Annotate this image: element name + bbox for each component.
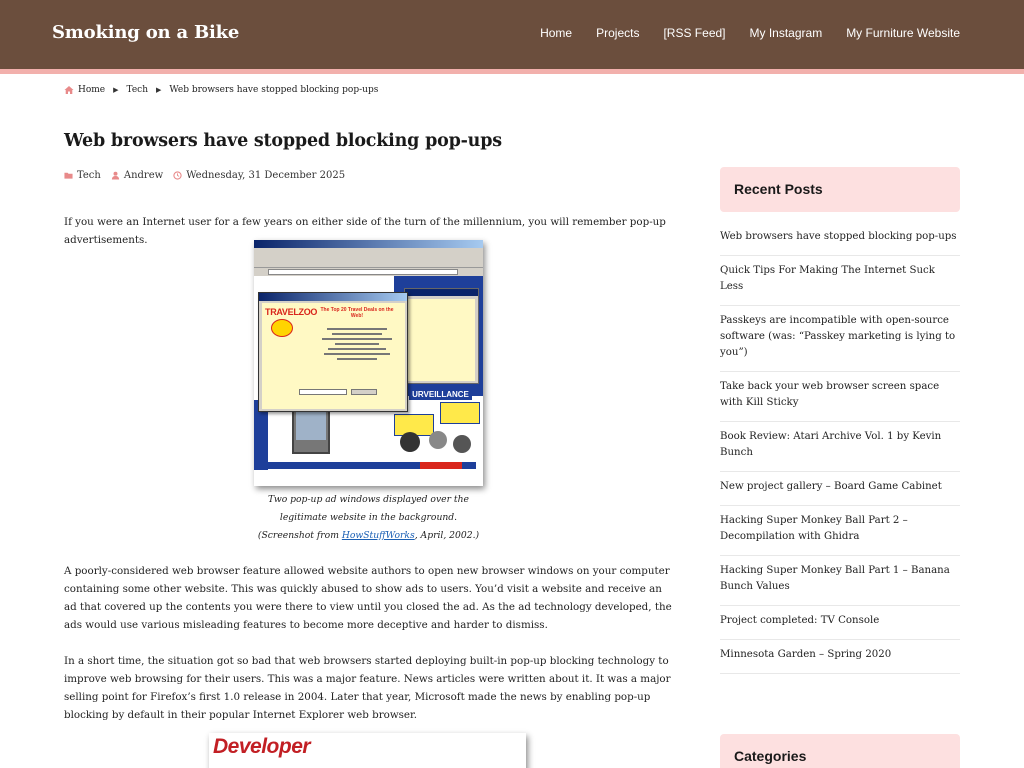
- meta-date: [173, 170, 345, 181]
- caption-end: , April, 2002.): [414, 530, 480, 541]
- caption-link[interactable]: HowStuffWorks: [341, 530, 415, 541]
- article-paragraph-2: A poorly-considered web browser feature allowed website authors to open new browser windows on your computer containing some other website. This was quickly abused to show ads to users. You’d visit a website and receive an ad that covered up the contents you were there to view until you closed the ad. As the ad technology developed, the ads would use various misleading features to become more deceptive and harder to dismiss.: [64, 565, 672, 631]
- recent-posts-list: [720, 222, 960, 674]
- main-nav: [516, 26, 960, 40]
- recent-post-item[interactable]: Passkeys are incompatible with open-source software (was: “Passkey marketing is lying to you”): [720, 306, 960, 372]
- breadcrumb-tech[interactable]: Tech: [126, 85, 148, 95]
- secret-badge: [440, 402, 480, 424]
- breadcrumb-current: Web browsers have stopped blocking pop-ups: [169, 85, 379, 95]
- article-meta: [64, 170, 355, 181]
- meta-author: [111, 170, 163, 181]
- breadcrumb-home[interactable]: Home: [78, 85, 106, 95]
- caption-text: Two pop-up ad windows displayed over the legitimate website in the background. (Screenshot from: [257, 494, 469, 541]
- popup-window-1: [258, 292, 408, 412]
- article-title: Web browsers have stopped blocking pop-ups: [64, 131, 502, 151]
- travelzoo-mascot-icon: [271, 319, 293, 337]
- browser-titlebar: [254, 240, 483, 248]
- popup-text-lines: [315, 325, 399, 363]
- recent-post-item[interactable]: Minnesota Garden – Spring 2020: [720, 640, 960, 674]
- meta-category: [64, 170, 101, 181]
- popup-email-row: [279, 389, 379, 395]
- clock-icon: [173, 171, 182, 180]
- article-paragraph-3: In a short time, the situation got so bad that web browsers started deploying built-in pop-up blocking technology to improve web browsing for their users. This was a major feature. News articles were written about it. It was a major selling point for Firefox’s first 1.0 release in 2004. Later that year, Microsoft made the news by enabling pop-up blocking by default in their popular Internet Explorer web browser.: [64, 655, 671, 721]
- breadcrumb-separator-icon: ▶: [156, 86, 162, 94]
- recent-post-item[interactable]: Take back your web browser screen space with Kill Sticky: [720, 372, 960, 422]
- home-icon: [64, 85, 74, 95]
- nav-furniture-website[interactable]: My Furniture Website: [846, 26, 960, 40]
- browser-toolbar: [254, 248, 483, 268]
- popup-1-titlebar: [259, 293, 407, 301]
- recent-post-item[interactable]: Project completed: TV Console: [720, 606, 960, 640]
- recent-post-item[interactable]: Book Review: Atari Archive Vol. 1 by Kevin Bunch: [720, 422, 960, 472]
- breadcrumb: [64, 85, 378, 95]
- recent-post-item[interactable]: Web browsers have stopped blocking pop-ups: [720, 222, 960, 256]
- folder-icon: [64, 171, 73, 180]
- popup-window-2: [404, 288, 479, 384]
- site-header: [0, 0, 1024, 69]
- recent-post-item[interactable]: Quick Tips For Making The Internet Suck Less: [720, 256, 960, 306]
- categories-title: Categories: [720, 734, 960, 768]
- popup-headline: The Top 20 Travel Deals on the Web!: [320, 307, 394, 319]
- developer-magazine-image[interactable]: [209, 733, 526, 768]
- figure-caption: [254, 491, 483, 545]
- nav-rss-feed[interactable]: [RSS Feed]: [663, 26, 726, 40]
- popup-email-field: [299, 389, 347, 395]
- surveillance-banner: URVEILLANCE: [409, 390, 472, 400]
- nav-projects[interactable]: Projects: [596, 26, 640, 40]
- meta-author-link[interactable]: Andrew: [123, 170, 164, 181]
- popup-subscribe-button: [351, 389, 377, 395]
- popup-2-body: [408, 299, 475, 381]
- travelzoo-logo: TRAVELZOO: [265, 307, 318, 317]
- recent-posts-title: Recent Posts: [720, 167, 960, 212]
- meta-date-text: Wednesday, 31 December 2025: [186, 170, 346, 181]
- recent-post-item[interactable]: Hacking Super Monkey Ball Part 2 – Decompilation with Ghidra: [720, 506, 960, 556]
- breadcrumb-separator-icon: ▶: [113, 86, 119, 94]
- click-here-button: [420, 462, 462, 469]
- popup-2-titlebar: [405, 289, 478, 296]
- meta-category-link[interactable]: Tech: [77, 170, 101, 181]
- recent-post-item[interactable]: New project gallery – Board Game Cabinet: [720, 472, 960, 506]
- nav-instagram[interactable]: My Instagram: [749, 26, 823, 40]
- browser-address-field: [268, 269, 458, 275]
- nav-home[interactable]: Home: [540, 26, 573, 40]
- developer-title: Developer: [213, 735, 311, 758]
- popup-ads-screenshot[interactable]: [254, 240, 483, 486]
- user-icon: [111, 171, 120, 180]
- site-title[interactable]: Smoking on a Bike: [52, 22, 240, 43]
- camera-gadgets-image: [398, 428, 474, 456]
- article-paragraph-1: If you were an Internet user for a few years on either side of the turn of the millennium, you will remember pop-up advertisements.: [64, 216, 666, 246]
- tv-screen: [296, 412, 326, 440]
- recent-post-item[interactable]: Hacking Super Monkey Ball Part 1 – Banana Bunch Values: [720, 556, 960, 606]
